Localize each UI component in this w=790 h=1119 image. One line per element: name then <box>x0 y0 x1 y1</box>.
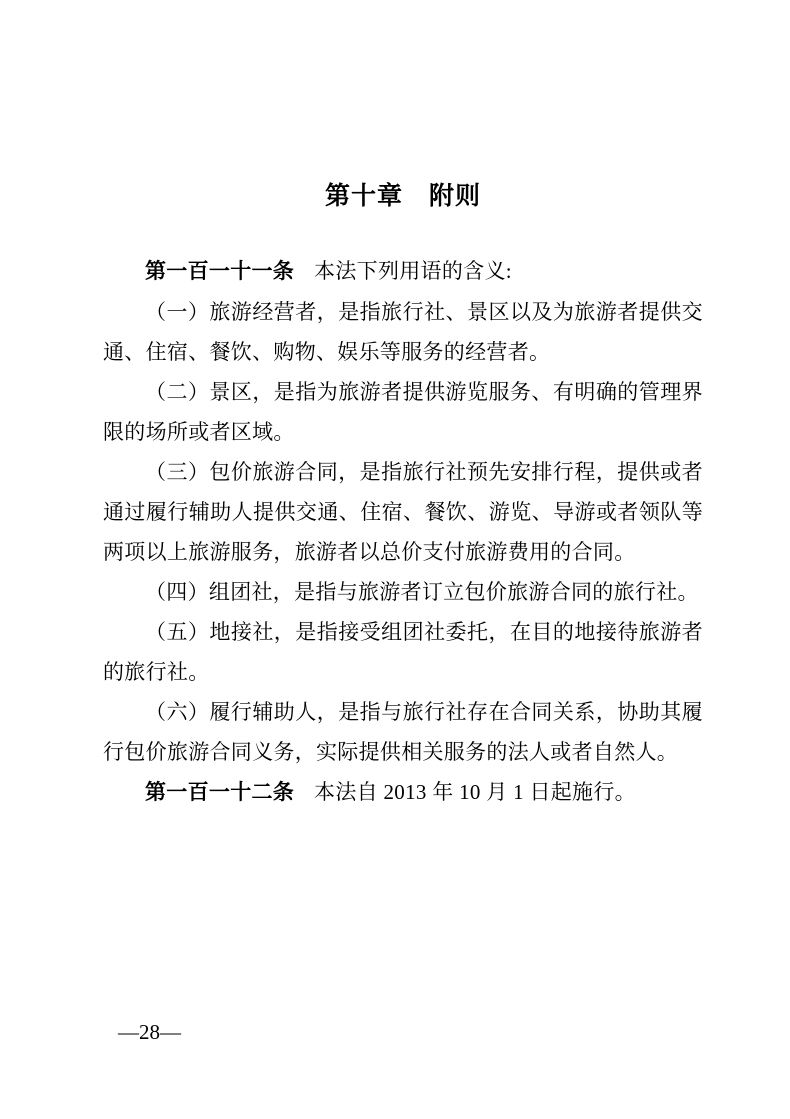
paragraph-text: （一）旅游经营者，是指旅行社、景区以及为旅游者提供交通、住宿、餐饮、购物、娱乐等服务的经营者。 <box>103 300 703 364</box>
law-paragraph <box>103 612 703 692</box>
paragraph-text: （四）组团社，是指与旅游者订立包价旅游合同的旅行社。 <box>145 580 699 604</box>
document-body <box>103 251 703 813</box>
chapter-title: 第十章 附则 <box>324 182 481 210</box>
paragraph-text: （二）景区，是指为旅游者提供游览服务、有明确的管理界限的场所或者区域。 <box>103 380 703 444</box>
paragraph-text: （三）包价旅游合同，是指旅行社预先安排行程，提供或者通过履行辅助人提供交通、住宿、餐饮、游览、导游或者领队等两项以上旅游服务，旅游者以总价支付旅游费用的合同。 <box>103 460 703 564</box>
article-number: 第一百一十二条 <box>145 781 295 804</box>
law-paragraph <box>103 372 703 452</box>
article-text: 本法下列用语的含义: <box>314 259 512 283</box>
article-paragraph <box>103 772 703 813</box>
law-paragraph <box>103 572 703 612</box>
article-paragraph <box>103 251 703 292</box>
law-paragraph <box>103 292 703 372</box>
paragraph-text: （五）地接社，是指接受组团社委托，在目的地接待旅游者的旅行社。 <box>103 620 703 684</box>
law-paragraph <box>103 692 703 772</box>
law-paragraph <box>103 452 703 572</box>
article-number: 第一百一十一条 <box>145 260 295 283</box>
page-number: —28— <box>118 1020 181 1044</box>
article-text: 本法自 2013 年 10 月 1 日起施行。 <box>314 780 636 804</box>
paragraph-text: （六）履行辅助人，是指与旅行社存在合同关系，协助其履行包价旅游合同义务，实际提供相关服务的法人或者自然人。 <box>103 700 703 764</box>
